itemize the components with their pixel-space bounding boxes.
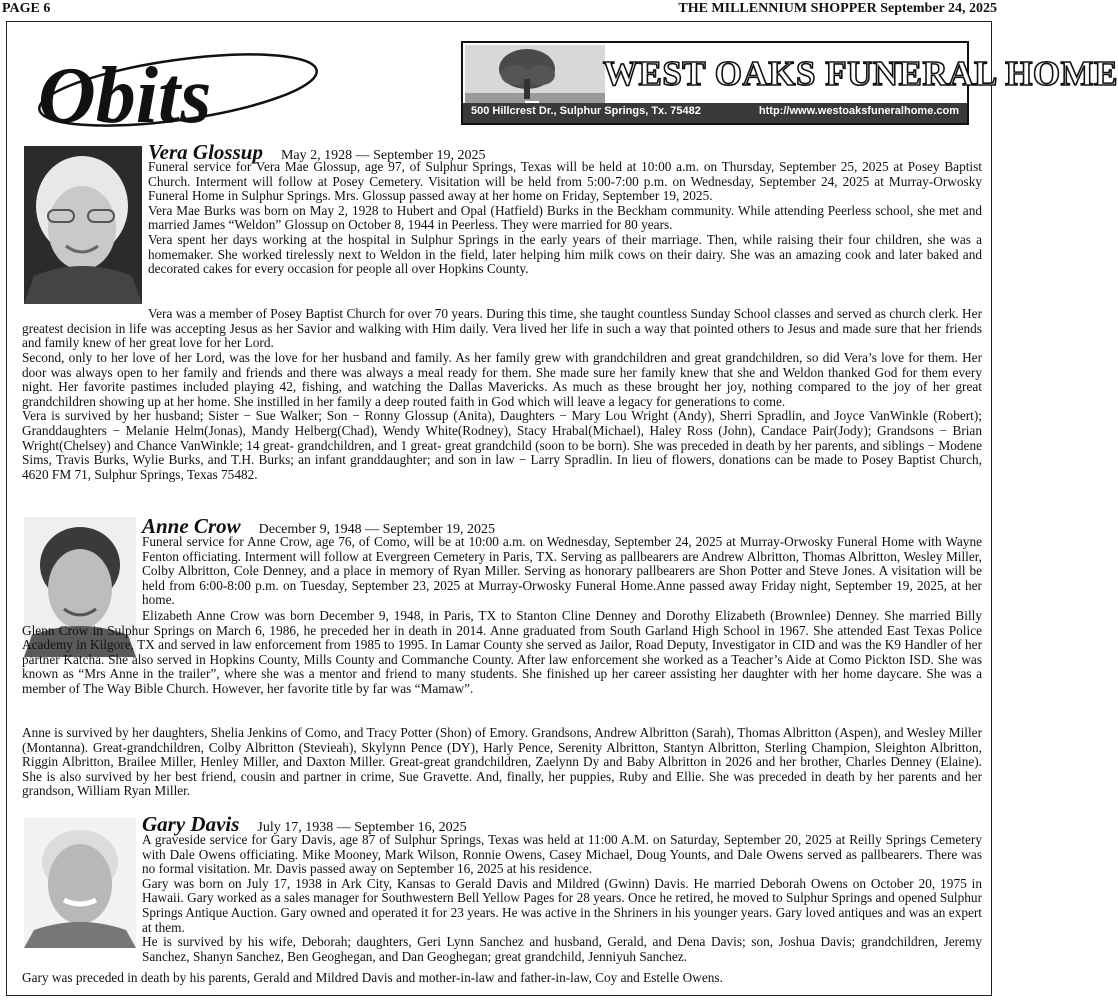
portrait-photo-vera-glossup bbox=[24, 146, 142, 304]
deceased-name: Gary Davis bbox=[142, 812, 240, 836]
obituary-paragraph: Funeral service for Anne Crow, age 76, of Como, will be at 10:00 a.m. on Wednesday, September 24, 2025 at Murray-Orwosky Funeral Home with Wayne Fenton officiating. Interment will follow at Evergreen Cemetery in Paris, TX. Serving as pallbearers are Andrew Albritton, Thomas Albritton, Wesley Miller, Colby Albritton, Cole Denney, and a place in memory of Ryan Miller. Serving as honorary pallbearers are Shon Potter and Steve Jones. A visitation will be held from 6:00-8:00 p.m. on Tuesday, September 23, 2025 at Murray-Orwosky Funeral Home.Anne passed away Friday night, September 19, 2025, at her home. bbox=[142, 534, 982, 608]
obituary-paragraph: Vera is survived by her husband; Sister − Sue Walker; Son − Ronny Glossup (Anita), Daughters − Mary Lou Wright (Andy), Sherri Spradlin, and Joyce VanWinkle (Robert); Granddaughters − Melanie Helm(Jonas), Mandy Helberg(Chad), Wendy White(Rodney), Stacy Hrabal(Michael), Haley Ross (John), Candace Pair(Jody); Grandsons − Brian Wright(Chelsey) and Chance VanWinkle; 14 great- grandchildren, and 1 great- great grandchild (soon to be born). She was preceded in death by her parents, and siblings − Modene Sims, Travis Burks, Wylie Burks, and T.H. Burks; an infant granddaughter; and son in law − Larry Spradlin. In lieu of flowers, donations can be made to Posey Baptist Church, 4620 FM 71, Sulphur Springs, Texas 75482. bbox=[22, 408, 982, 482]
obituary-paragraph: Elizabeth Anne Crow was born December 9, 1948, in Paris, TX to Stanton Cline Denney and Dorothy Elizabeth (Brownlee) Denney. She married Billy Glenn Crow in Sulphur Springs on March 6, 1986, he preceded her in death in 2014. Anne graduated from South Garland High School in 1967. She attended East Texas Police Academy in Kilgore, TX and served in law enforcement from 1985 to 1995. In Lamar County she served as Jailor, Road Deputy, Investigator in CID and was the K9 Handler of her partner Katcha. She also served in Hopkins County, Mills County and Commanche County. After law enforcement she worked as a Teacher’s Aide at Como Pickton ISD. She was known as “Mrs Anne in the trailer”, where she was a mentor and friend to many students. She finished up her career assisting her daughter with her home daycare. She was a member of The Way Bible Church. However, her favorite title by far was “Mamaw”. bbox=[22, 608, 982, 696]
obituary-paragraph: Anne is survived by her daughters, Shelia Jenkins of Como, and Tracy Potter (Shon) of Emory. Grandsons, Andrew Albritton (Sarah), Thomas Albritton (Aspen), and Wesley Miller (Montanna). Great-grandchildren, Colby Albritton (Stevieah), Skylynn Pence (DY), Harly Pence, Serenity Albritton, Stantyn Albritton, Sterling Champion, Sleighton Albritton, Riggin Albritton, Brailee Miller, Henley Miller, and Daxton Miller. Great-great grandchildren, Zaelynn Dy and Baby Albritton in 2026 and her brother, Charles Denney (Elaine). She is also survived by her best friend, cousin and partner in crime, Sue Gravette. And, finally, her puppies, Ruby and Ellie. She was preceded in death by her parents and her grandson, William Ryan Miller. bbox=[22, 725, 982, 799]
funeral-home-address: 500 Hillcrest Dr., Sulphur Springs, Tx. 75482 bbox=[471, 105, 701, 117]
obituary-paragraph: A graveside service for Gary Davis, age 87 of Sulphur Springs, Texas was held at 11:00 A.M. on Saturday, September 20, 2025 at Reilly Springs Cemetery with Dale Owens officiating. Mike Mooney, Mark Wilson, Ronnie Owens, Casey Michael, Doug Younts, and Dale Owens served as pallbearers. There was no formal visitation. Mr. Davis passed away on September 16, 2025 at his residence. bbox=[142, 832, 982, 877]
obituary-text-vera-glossup-rest bbox=[22, 351, 982, 482]
life-dates: July 17, 1938 — September 16, 2025 bbox=[257, 820, 467, 835]
obituary-text-vera-glossup-intro bbox=[148, 160, 982, 277]
obituary-text-anne-crow-cont bbox=[22, 609, 982, 697]
obituary-text-anne-crow-rest bbox=[22, 726, 982, 799]
obituary-paragraph: Vera spent her days working at the hospital in Sulphur Springs in the early years of their marriage. Then, while raising their four children, she was a homemaker. She worked tirelessly next to Weldon in the field, later helping him milk cows on their dairy. She was an amazing cook and later baked and decorated cakes for every occasion for people all over Hopkins County. bbox=[148, 231, 982, 277]
obituary-paragraph: He is survived by his wife, Deborah; daughters, Geri Lynn Sanchez and husband, Gerald, and Dena Davis; son, Joshua Davis; grandchildren, Jeremy Sanchez, Shanyn Sanchez, Ben Geoghegan, and Dan Geoghegan; great grandchild, Jenniyuh Sanchez. bbox=[142, 934, 982, 964]
funeral-home-url[interactable]: http://www.westoaksfuneralhome.com bbox=[758, 105, 959, 117]
page-number: PAGE 6 bbox=[2, 1, 51, 16]
obituary-paragraph: Gary was born on July 17, 1938 in Ark City, Kansas to Gerald Davis and Mildred (Gwinn) Davis. He married Deborah Owens on October 20, 1975 in Hawaii. Gary worked as a sales manager for Southwestern Bell Yellow Pages for 28 years. Once he retired, he moved to Sulphur Springs and opened Sulphur Springs Antique Auction. Gary owned and operated it for 23 years. He was active in the Shriners in his younger years. Gary loved antiques and was an expert at them. bbox=[142, 875, 982, 935]
funeral-home-banner bbox=[461, 41, 1118, 125]
deceased-name: Anne Crow bbox=[142, 514, 241, 538]
obits-logo-text: Obits bbox=[38, 52, 212, 140]
deceased-name: Vera Glossup bbox=[148, 140, 263, 164]
funeral-home-name: WEST OAKS FUNERAL HOME bbox=[603, 54, 1118, 93]
banner-address-bar bbox=[463, 103, 967, 123]
obituary-text-vera-glossup-cont bbox=[22, 307, 982, 351]
obituary-text-gary-davis bbox=[142, 833, 982, 964]
obituary-text-anne-crow-intro bbox=[142, 535, 982, 608]
obituary-paragraph: Vera Mae Burks was born on May 2, 1928 to Hubert and Opal (Hatfield) Burks in the Beckham community. While attending Peerless school, she met and married James “Weldon” Glossup on October 8, 1944 in Peerless. They were married for 80 years. bbox=[148, 202, 982, 233]
page-header bbox=[0, 0, 1000, 18]
obituary-text-gary-davis-rest bbox=[22, 971, 982, 986]
portrait-photo-gary-davis bbox=[24, 818, 136, 948]
obituary-paragraph: Funeral service for Vera Mae Glossup, age 97, of Sulphur Springs, Texas will be held at 10:00 a.m. on Thursday, September 25, 2025 at Posey Baptist Church. Interment will follow at Posey Cemetery. Visitation will be held from 5:00-7:00 p.m. on Wednesday, September 24, 2025 at Murray-Orwosky Funeral Home in Sulphur Springs. Mrs. Glossup passed away at her home on Friday, September 19, 2025. bbox=[148, 159, 982, 204]
life-dates: December 9, 1948 — September 19, 2025 bbox=[258, 522, 496, 537]
obits-logo bbox=[30, 32, 330, 142]
life-dates: May 2, 1928 — September 19, 2025 bbox=[280, 148, 486, 163]
publication-title: THE MILLENNIUM SHOPPER September 24, 2025 bbox=[678, 1, 997, 16]
obituary-paragraph: Second, only to her love of her Lord, was the love for her husband and family. As her family grew with grandchildren and great grandchildren, so did Vera’s love for them. Her door was always open to her family and friends and there was always a meal ready for them. She made sure her family knew that she and Weldon thanked God for them every night. Her favorite pastimes included playing 42, fishing, and watching the Dallas Mavericks. As much as these brought her joy, nothing compared to the joy of her great grandchildren showing up at her home. She instilled in her family a deep routed faith in God which will leave a legacy for generations to come. bbox=[22, 350, 982, 409]
obituary-paragraph: Vera was a member of Posey Baptist Church for over 70 years. During this time, she taught countless Sunday School classes and served as church clerk. Her greatest decision in life was accepting Jesus as her Savior and walking with Him daily. Vera lived her life in such a way that pointed others to Jesus and made sure that her friends and family knew of her great love for her Lord. bbox=[22, 306, 982, 351]
obituary-paragraph: Gary was preceded in death by his parents, Gerald and Mildred Davis and mother-in-law and father-in-law, Coy and Estelle Owens. bbox=[22, 970, 723, 985]
